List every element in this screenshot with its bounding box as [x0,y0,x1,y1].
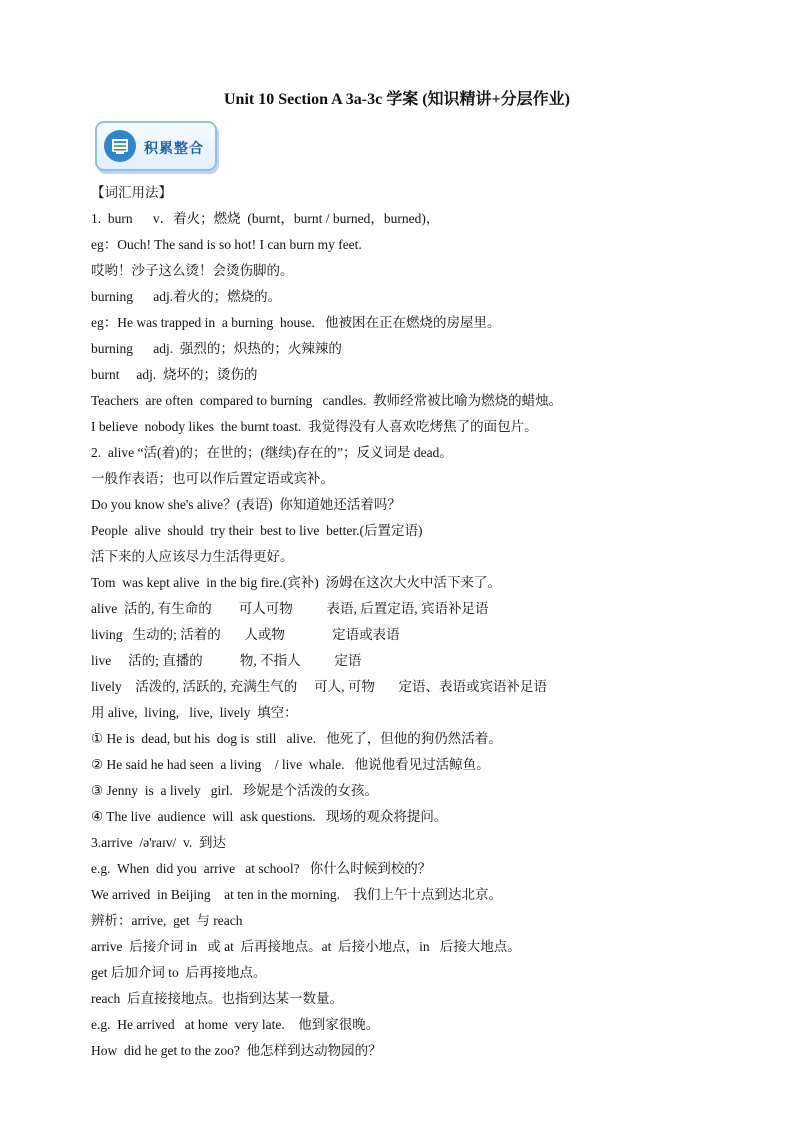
text-line: 活下来的人应该尽力生活得更好。 [91,549,294,564]
book-icon [104,130,136,162]
text-line: burnt adj. 烧坏的；烫伤的 [91,367,258,382]
text-line: I believe nobody likes the burnt toast. 我觉得没有人喜欢吃烤焦了的面包片。 [91,419,538,434]
text-line: 辨析：arrive, get 与 reach [91,913,243,928]
text-line: People alive should try their best to live better.(后置定语) [91,523,423,538]
text-line: eg：Ouch! The sand is so hot! I can burn my feet. [91,237,362,252]
text-line: ① He is dead, but his dog is still alive. 他死了，但他的狗仍然活着。 [91,731,502,746]
text-line: How did he get to the zoo? 他怎样到达动物园的？ [91,1043,382,1058]
text-line: lively 活泼的, 活跃的, 充满生气的 可人, 可物 定语、表语或宾语补足语 [91,679,547,694]
badge-label: 积累整合 [144,141,204,157]
section-badge [95,121,217,171]
text-line: 用 alive, living, live, lively 填空： [91,705,298,720]
text-line: 2. alive “活(着)的；在世的；(继续)存在的”；反义词是 dead。 [91,445,453,460]
text-line: ④ The live audience will ask questions. 现场的观众将提问。 [91,809,448,824]
text-line: ② He said he had seen a living / live whale. 他说他看见过活鲸鱼。 [91,757,490,772]
text-line: ③ Jenny is a lively girl. 珍妮是个活泼的女孩。 [91,783,378,798]
document-body [91,180,711,1064]
text-line: eg：He was trapped in a burning house. 他被困在正在燃烧的房屋里。 [91,315,501,330]
text-line: We arrived in Beijing at ten in the morning. 我们上午十点到达北京。 [91,887,502,902]
text-line: 3.arrive /ə'raɪv/ v. 到达 [91,835,227,850]
text-line: living 生动的; 活着的 人或物 定语或表语 [91,627,400,642]
text-line: live 活的; 直播的 物, 不指人 定语 [91,653,362,668]
text-line: 哎哟！沙子这么烫！会烫伤脚的。 [91,263,294,278]
text-line: 1. burn v．着火；燃烧 (burnt，burnt / burned，burned)， [91,211,440,226]
text-line: Tom was kept alive in the big fire.(宾补) 汤姆在这次大火中活下来了。 [91,575,501,590]
text-line: Teachers are often compared to burning candles. 教师经常被比喻为燃烧的蜡烛。 [91,393,563,408]
text-line: burning adj. 强烈的；炽热的；火辣辣的 [91,341,342,356]
text-line: Do you know she's alive？(表语) 你知道她还活着吗？ [91,497,401,512]
text-line: 【词汇用法】 [91,185,172,200]
text-line: e.g. He arrived at home very late. 他到家很晚。 [91,1017,380,1032]
text-line: burning adj.着火的；燃烧的。 [91,289,282,304]
text-line: 一般作表语；也可以作后置定语或宾补。 [91,471,334,486]
text-line: e.g. When did you arrive at school? 你什么时候到校的？ [91,861,432,876]
text-line: reach 后直接接地点。也指到达某一数量。 [91,991,343,1006]
text-line: arrive 后接介词 in 或 at 后再接地点。at 后接小地点，in 后接大地点。 [91,939,521,954]
page-title: Unit 10 Section A 3a-3c 学案 (知识精讲+分层作业) [224,91,570,108]
text-line: get 后加介词 to 后再接地点。 [91,965,267,980]
text-line: alive 活的, 有生命的 可人可物 表语, 后置定语, 宾语补足语 [91,601,489,616]
